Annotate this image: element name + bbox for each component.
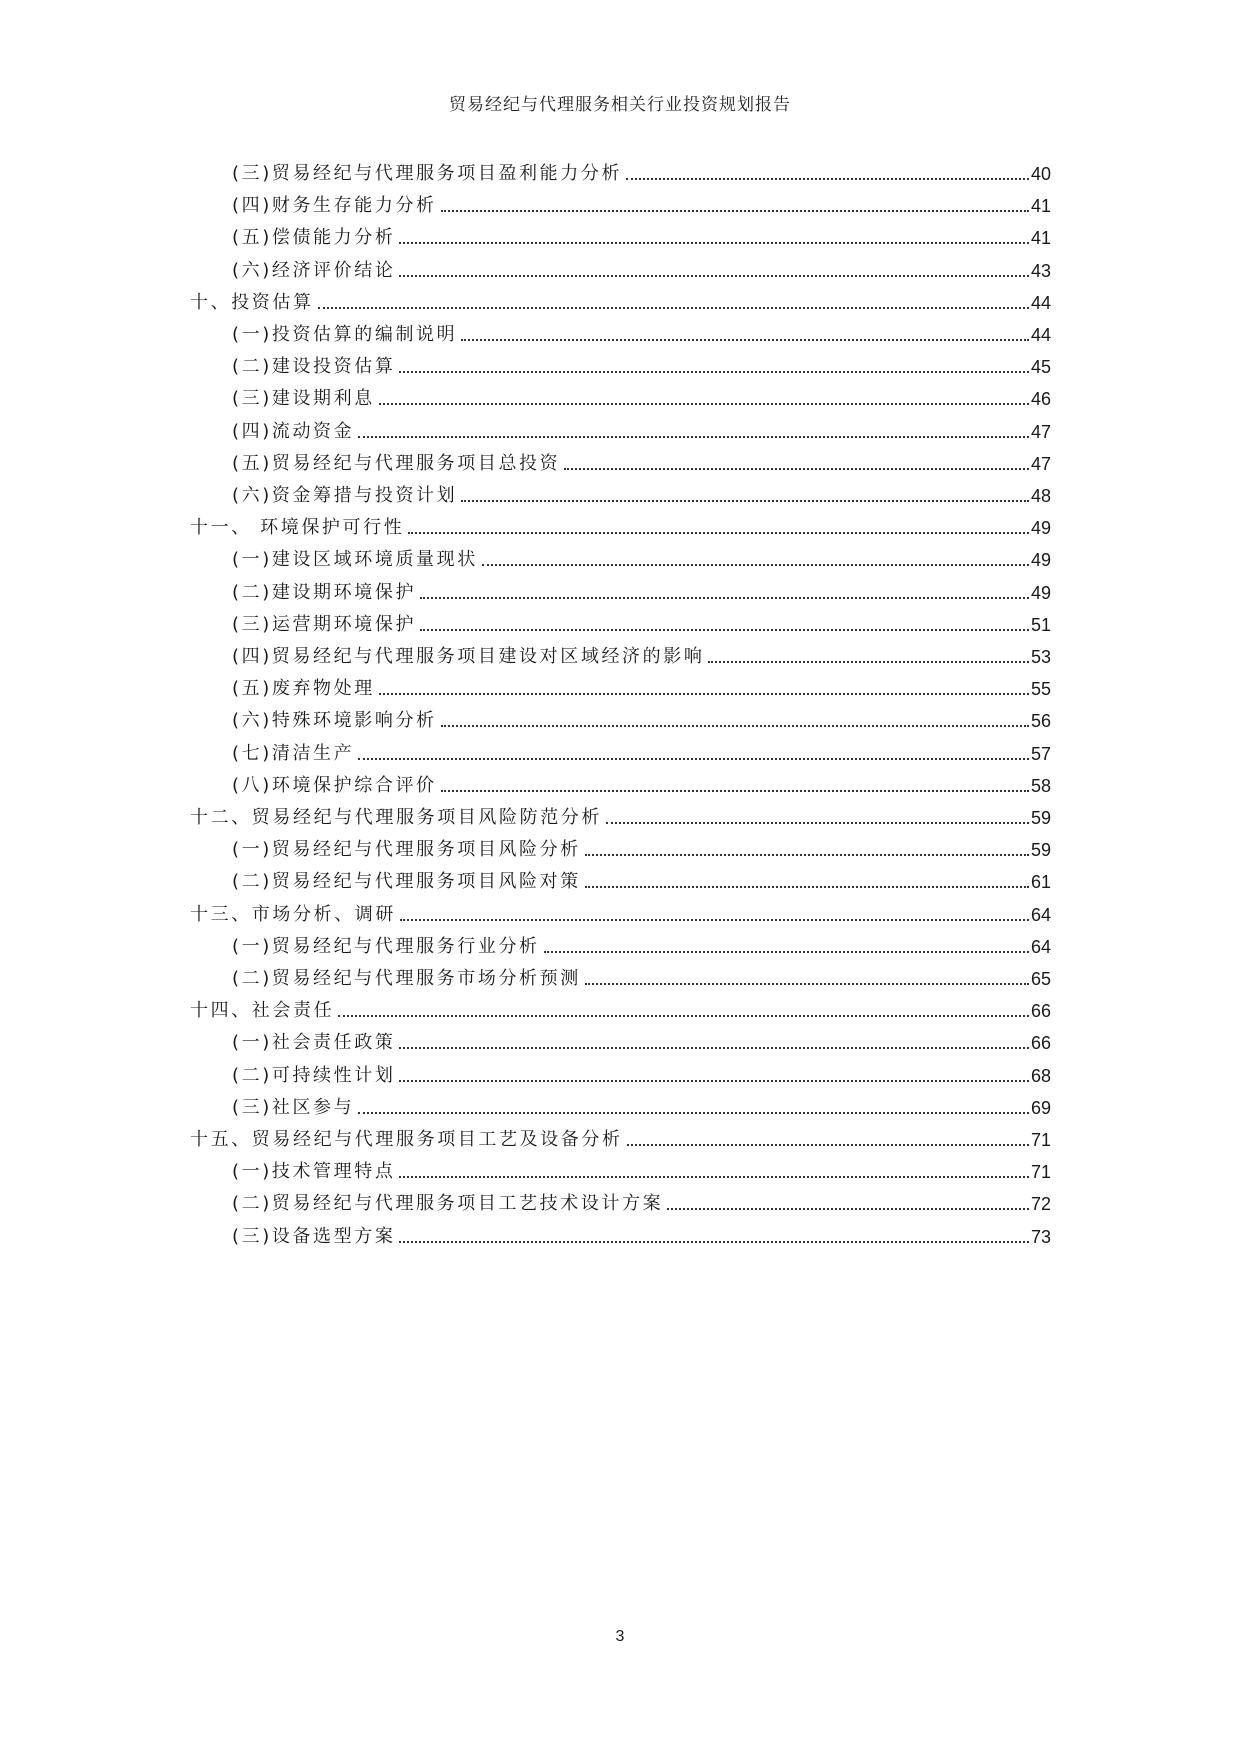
toc-entry-label: (四)财务生存能力分析 [232,195,437,217]
toc-dot-leader [399,1047,1029,1049]
toc-entry[interactable] [190,282,1051,314]
toc-dot-leader [667,1208,1029,1210]
toc-entry-label: (一)投资估算的编制说明 [232,324,458,345]
toc-entry-page: 41 [1030,196,1051,217]
toc-dot-leader [441,725,1029,727]
toc-entry[interactable] [232,700,1051,732]
toc-entry-label: (八)环境保护综合评价 [232,774,437,796]
toc-entry-page: 66 [1030,1033,1051,1054]
toc-entry-label: (三)设备选型方案 [232,1225,396,1247]
toc-entry[interactable] [232,636,1051,668]
toc-entry[interactable] [232,539,1051,571]
toc-dot-leader [441,790,1029,792]
toc-entry[interactable] [232,829,1051,861]
toc-entry-page: 47 [1030,453,1051,474]
toc-dot-leader [461,500,1029,502]
toc-entry[interactable] [232,1183,1051,1215]
toc-entry-label: (四)流动资金 [232,420,355,442]
toc-entry-page: 57 [1030,743,1051,764]
toc-entry-page: 46 [1030,389,1051,410]
toc-entry[interactable] [232,733,1051,765]
toc-entry-label: (四)贸易经纪与代理服务项目建设对区域经济的影响 [232,646,705,667]
toc-entry-label: (二)建设投资估算 [232,356,396,378]
toc-dot-leader [420,629,1029,631]
toc-dot-leader [358,1112,1029,1114]
toc-dot-leader [318,307,1029,309]
toc-entry[interactable] [232,250,1051,282]
toc-entry-page: 59 [1030,808,1051,828]
toc-entry-page: 43 [1030,260,1051,281]
toc-entry[interactable] [232,314,1051,346]
toc-dot-leader [461,339,1029,341]
toc-dot-leader [585,854,1029,856]
toc-entry-label: (五)废弃物处理 [232,678,375,700]
toc-entry-page: 68 [1030,1065,1051,1086]
toc-entry[interactable] [232,1022,1051,1054]
toc-entry[interactable] [232,443,1051,475]
toc-entry-page: 48 [1030,486,1051,506]
toc-entry-label: (五)贸易经纪与代理服务项目总投资 [232,452,561,474]
toc-entry-page: 45 [1030,357,1051,378]
toc-entry[interactable] [232,153,1051,185]
toc-entry[interactable] [232,1151,1051,1183]
toc-entry-page: 55 [1030,679,1051,700]
toc-entry-label: 十四、社会责任 [190,1000,335,1022]
toc-dot-leader [564,468,1029,470]
toc-entry-page: 53 [1030,647,1051,667]
toc-entry-page: 49 [1030,550,1051,571]
toc-entry-label: (六)资金筹措与投资计划 [232,485,458,506]
toc-dot-leader [338,1015,1029,1017]
toc-dot-leader [358,436,1029,438]
toc-entry-page: 59 [1030,840,1051,861]
page-number: 3 [615,1628,625,1645]
toc-entry-label: (三)建设期利息 [232,388,375,410]
toc-entry[interactable] [190,797,1051,829]
toc-entry-page: 41 [1030,228,1051,249]
toc-entry-page: 58 [1030,775,1051,796]
toc-entry-label: 十二、贸易经纪与代理服务项目风险防范分析 [190,807,602,828]
toc-entry[interactable] [232,1087,1051,1119]
toc-entry-label: (二)贸易经纪与代理服务项目工艺技术设计方案 [232,1193,664,1215]
toc-entry-label: (二)贸易经纪与代理服务市场分析预测 [232,968,581,989]
toc-entry-label: (一)贸易经纪与代理服务行业分析 [232,935,540,957]
toc-entry-page: 73 [1030,1226,1051,1247]
toc-entry-label: (六)特殊环境影响分析 [232,710,437,732]
toc-dot-leader [585,886,1029,888]
toc-entry[interactable] [232,378,1051,410]
toc-entry-page: 69 [1030,1097,1051,1118]
toc-entry-page: 72 [1030,1194,1051,1215]
toc-dot-leader [399,275,1029,277]
toc-entry-page: 61 [1030,872,1051,893]
toc-dot-leader [399,1176,1029,1178]
toc-dot-leader [441,210,1029,212]
toc-entry-page: 66 [1030,1001,1051,1022]
toc-entry[interactable] [232,411,1051,443]
toc-entry-page: 44 [1030,325,1051,345]
toc-entry-page: 65 [1030,969,1051,989]
toc-entry[interactable] [232,765,1051,797]
toc-entry[interactable] [190,1119,1051,1151]
toc-dot-leader [399,1241,1029,1243]
toc-entry-page: 49 [1030,518,1051,539]
toc-entry-page: 44 [1030,292,1051,313]
toc-dot-leader [379,693,1029,695]
toc-dot-leader [399,371,1029,373]
toc-entry[interactable] [190,894,1051,926]
toc-entry[interactable] [232,185,1051,217]
toc-entry-label: 十、投资估算 [190,291,314,313]
toc-entry-label: (二)建设期环境保护 [232,581,417,603]
toc-dot-leader [708,661,1029,663]
toc-dot-leader [585,983,1029,985]
toc-entry-label: (二)贸易经纪与代理服务项目风险对策 [232,871,581,893]
toc-entry[interactable] [232,958,1051,990]
toc-entry-label: (一)技术管理特点 [232,1161,396,1183]
toc-entry[interactable] [232,572,1051,604]
toc-entry-page: 71 [1030,1130,1051,1150]
toc-entry-page: 64 [1030,904,1051,925]
toc-entry-label: (一)贸易经纪与代理服务项目风险分析 [232,839,581,861]
toc-entry-label: (三)社区参与 [232,1096,355,1118]
toc-dot-leader [606,822,1029,824]
toc-dot-leader [408,532,1029,534]
toc-dot-leader [400,919,1029,921]
running-header: 贸易经纪与代理服务相关行业投资规划报告 [449,95,791,115]
toc-entry[interactable] [232,1216,1051,1248]
toc-entry[interactable] [232,604,1051,636]
toc-entry[interactable] [190,990,1051,1022]
toc-entry-label: (七)清洁生产 [232,742,355,764]
toc-dot-leader [399,242,1029,244]
toc-entry[interactable] [232,668,1051,700]
toc-entry-page: 56 [1030,711,1051,732]
toc-entry-label: 十五、贸易经纪与代理服务项目工艺及设备分析 [190,1129,623,1150]
toc-dot-leader [358,758,1029,760]
toc-dot-leader [627,1144,1029,1146]
toc-entry-label: (一)社会责任政策 [232,1032,396,1054]
toc-entry-label: (六)经济评价结论 [232,259,396,281]
toc-entry[interactable] [232,861,1051,893]
toc-entry-label: (一)建设区域环境质量现状 [232,549,478,571]
toc-entry-label: 十三、市场分析、调研 [190,903,396,925]
toc-entry-label: (二)可持续性计划 [232,1064,396,1086]
toc-entry[interactable] [232,217,1051,249]
toc-entry-page: 51 [1030,614,1051,635]
toc-entry-page: 47 [1030,421,1051,442]
toc-entry[interactable] [232,926,1051,958]
toc-dot-leader [379,403,1029,405]
toc-entry[interactable] [232,346,1051,378]
toc-entry-page: 64 [1030,936,1051,957]
toc-entry-label: (三)贸易经纪与代理服务项目盈利能力分析 [232,163,623,184]
toc-entry[interactable] [190,507,1051,539]
toc-dot-leader [482,564,1029,566]
toc-dot-leader [399,1080,1029,1082]
toc-entry[interactable] [232,475,1051,507]
toc-entry-label: (三)运营期环境保护 [232,613,417,635]
toc-entry-label: (五)偿债能力分析 [232,227,396,249]
toc-dot-leader [420,597,1029,599]
toc-entry[interactable] [232,1055,1051,1087]
toc-entry-label: 十一、 环境保护可行性 [190,517,405,539]
toc-dot-leader [626,178,1029,180]
toc-dot-leader [544,951,1029,953]
toc-entry-page: 71 [1030,1162,1051,1183]
toc-entry-page: 49 [1030,582,1051,603]
toc-entry-page: 40 [1030,164,1051,184]
